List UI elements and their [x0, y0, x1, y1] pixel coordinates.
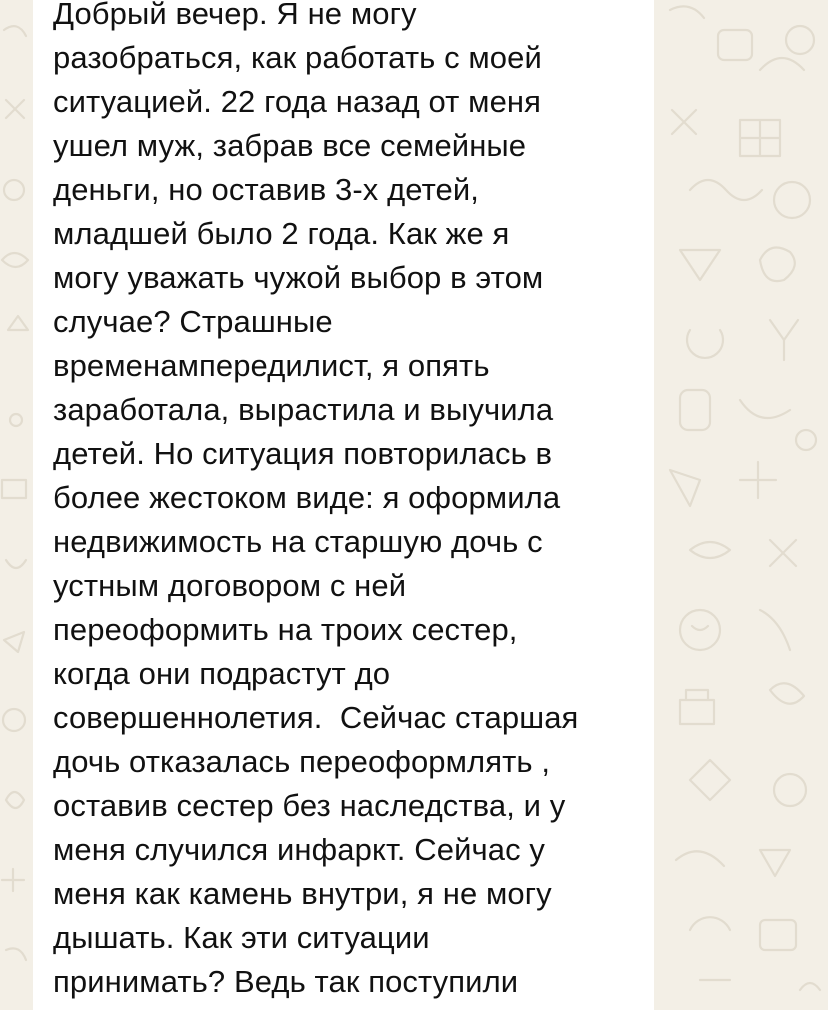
- message-line: Добрый вечер. Я не могу: [53, 0, 417, 31]
- message-line: меня как камень внутри, я не могу: [53, 876, 552, 911]
- message-line: могу уважать чужой выбор в этом: [53, 260, 544, 295]
- message-line: временампередилист, я опять: [53, 348, 490, 383]
- message-line: когда они подрастут до: [53, 656, 391, 691]
- message-line: переоформить на троих сестер,: [53, 612, 518, 647]
- message-line: меня случился инфаркт. Сейчас у: [53, 832, 545, 867]
- message-line: принимать? Ведь так поступили: [53, 964, 519, 999]
- message-line: дышать. Как эти ситуации: [53, 920, 430, 955]
- message-line: деньги, но оставив 3-х детей,: [53, 172, 480, 207]
- message-bubble[interactable]: [33, 0, 654, 1010]
- message-line: более жестоком виде: я оформила: [53, 480, 561, 515]
- message-line: разобраться, как работать с моей: [53, 40, 542, 75]
- message-line: ушел муж, забрав все семейные: [53, 128, 527, 163]
- message-line: ситуацией. 22 года назад от меня: [53, 84, 542, 119]
- message-line: оставив сестер без наследства, и у: [53, 788, 566, 823]
- message-line: совершеннолетия. Сейчас старшая: [53, 700, 579, 735]
- message-line: заработала, вырастила и выучила: [53, 392, 554, 427]
- message-line: недвижимость на старшую дочь с: [53, 524, 543, 559]
- message-line: устным договором с ней: [53, 568, 407, 603]
- message-line: дочь отказалась переоформлять ,: [53, 744, 551, 779]
- message-text: [53, 0, 654, 1004]
- message-line: случае? Страшные: [53, 304, 333, 339]
- message-line: детей. Но ситуация повторилась в: [53, 436, 553, 471]
- message-line: младшей было 2 года. Как же я: [53, 216, 510, 251]
